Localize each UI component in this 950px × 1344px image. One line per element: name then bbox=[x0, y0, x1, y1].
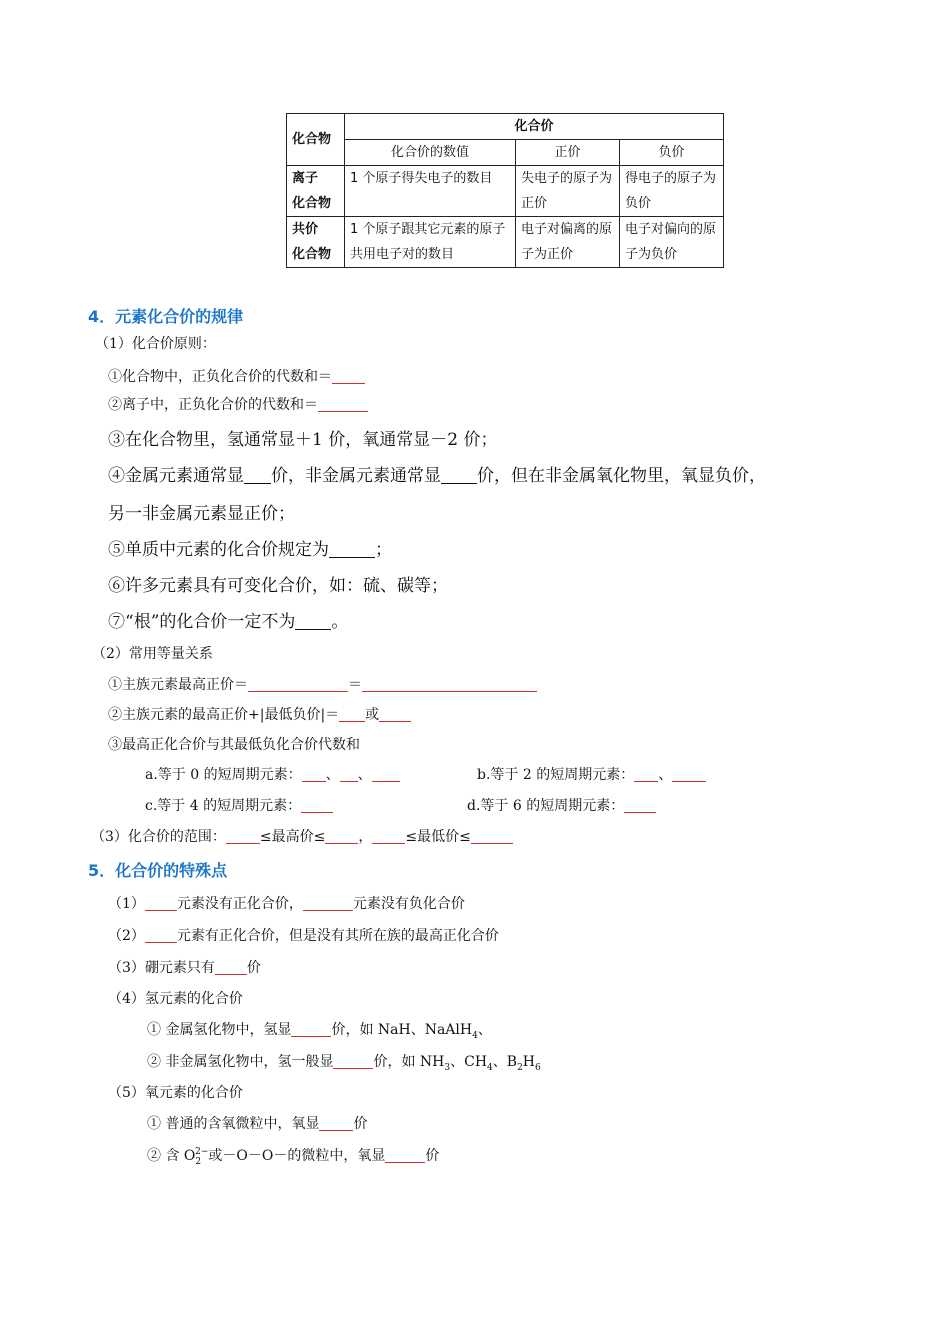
answer-blank[interactable] bbox=[318, 397, 368, 412]
answer-blank[interactable] bbox=[333, 1054, 373, 1069]
answer-blank[interactable] bbox=[325, 829, 358, 844]
answer-blank[interactable] bbox=[372, 767, 400, 782]
relation-3c: c.等于 4 的短周期元素： bbox=[145, 795, 333, 815]
answer-blank[interactable] bbox=[215, 960, 247, 975]
special-5: （5）氧元素的化合价 bbox=[108, 1085, 243, 1101]
table-cell: 电子对偏离的原子为正价 bbox=[516, 217, 620, 268]
table-col-header: 负价 bbox=[620, 140, 724, 166]
special-2: （2） 元素有正化合价，但是没有其所在族的最高正化合价 bbox=[108, 928, 499, 944]
table-cell: 得电子的原子为负价 bbox=[620, 166, 724, 217]
relations-heading: （2）常用等量关系 bbox=[92, 646, 213, 662]
answer-blank[interactable] bbox=[339, 707, 365, 722]
table-row bbox=[287, 166, 724, 217]
answer-blank[interactable] bbox=[301, 798, 333, 813]
relation-3b: b.等于 2 的短周期元素： 、 bbox=[477, 764, 706, 784]
answer-blank[interactable] bbox=[634, 767, 658, 782]
answer-blank[interactable] bbox=[302, 767, 326, 782]
relation-2: ②主族元素的最高正价+|最低负价|＝ 或 bbox=[108, 704, 411, 724]
answer-blank[interactable] bbox=[471, 829, 513, 844]
valence-table bbox=[286, 113, 724, 268]
answer-blank[interactable] bbox=[385, 1148, 425, 1163]
principle-heading: （1）化合价原则： bbox=[95, 336, 216, 352]
relation-3a: a.等于 0 的短周期元素： 、 、 bbox=[145, 764, 400, 784]
table-cell: 电子对偏向的原子为负价 bbox=[620, 217, 724, 268]
table-cell: 1 个原子得失电子的数目 bbox=[345, 166, 516, 217]
special-5-1: ① 普通的含氧微粒中，氧显 价 bbox=[147, 1116, 368, 1132]
answer-blank[interactable] bbox=[145, 896, 177, 911]
special-5-2: ② 含 $O_2^{2-}$或－O－O－的微粒中，氧显 价 bbox=[147, 1147, 440, 1167]
rule-1: ①化合物中，正负化合价的代数和＝ bbox=[108, 366, 365, 386]
answer-blank[interactable] bbox=[226, 829, 260, 844]
valence-range: （3）化合价的范围： ≤最高价≤ ， ≤最低价≤ bbox=[91, 826, 513, 846]
answer-blank[interactable] bbox=[295, 612, 331, 630]
rule-5: ⑤单质中元素的化合价规定为 ； bbox=[108, 540, 392, 560]
relation-3d: d.等于 6 的短周期元素： bbox=[467, 795, 656, 815]
table-corner: 化合物 bbox=[287, 114, 345, 166]
answer-blank[interactable] bbox=[379, 707, 411, 722]
special-4-1: ① 金属氢化物中，氢显 价，如 NaH、NaAlH$_4$、 bbox=[147, 1022, 492, 1041]
answer-blank[interactable] bbox=[248, 677, 348, 692]
rule-4-cont: 另一非金属元素显正价； bbox=[108, 504, 295, 524]
table-cell: 1 个原子跟其它元素的原子共用电子对的数目 bbox=[345, 217, 516, 268]
answer-blank[interactable] bbox=[624, 798, 656, 813]
answer-blank[interactable] bbox=[319, 1116, 353, 1131]
answer-blank[interactable] bbox=[362, 677, 537, 692]
special-4: （4）氢元素的化合价 bbox=[108, 991, 243, 1007]
table-cell: 失电子的原子为正价 bbox=[516, 166, 620, 217]
table-row-name: 离子 化合物 bbox=[287, 166, 345, 217]
answer-blank[interactable] bbox=[291, 1022, 331, 1037]
relation-3: ③最高正化合价与其最低负化合价代数和 bbox=[108, 737, 360, 753]
table-row-name: 共价 化合物 bbox=[287, 217, 345, 268]
relation-1: ①主族元素最高正价＝ ＝ bbox=[108, 674, 537, 694]
rule-3: ③在化合物里，氢通常显＋1 价，氧通常显－2 价； bbox=[108, 430, 498, 450]
special-4-2: ② 非金属氢化物中，氢一般显 价，如 $NH_3$、$CH_4$、$B_2H_6$ bbox=[147, 1054, 541, 1073]
answer-blank[interactable] bbox=[672, 767, 706, 782]
table-col-header: 化合价的数值 bbox=[345, 140, 516, 166]
answer-blank[interactable] bbox=[332, 369, 365, 384]
rule-7: ⑦“根”的化合价一定不为 。 bbox=[108, 612, 349, 632]
answer-blank[interactable] bbox=[340, 767, 358, 782]
answer-blank[interactable] bbox=[244, 466, 271, 484]
section-4-heading: 4．元素化合价的规律 bbox=[88, 307, 244, 326]
rule-2: ②离子中，正负化合价的代数和＝ bbox=[108, 394, 368, 414]
rule-4: ④金属元素通常显 价，非金属元素通常显 价，但在非金属氧化物里，氧显负价， bbox=[108, 466, 766, 486]
rule-6: ⑥许多元素具有可变化合价，如：硫、碳等； bbox=[108, 576, 448, 596]
special-3: （3）硼元素只有 价 bbox=[108, 960, 261, 976]
table-group-header: 化合价 bbox=[345, 114, 724, 140]
table-row bbox=[287, 217, 724, 268]
answer-blank[interactable] bbox=[372, 829, 405, 844]
special-1: （1） 元素没有正化合价， 元素没有负化合价 bbox=[108, 896, 465, 912]
section-5-heading: 5．化合价的特殊点 bbox=[88, 861, 228, 880]
answer-blank[interactable] bbox=[145, 928, 177, 943]
answer-blank[interactable] bbox=[303, 896, 353, 911]
answer-blank[interactable] bbox=[329, 540, 375, 558]
table-col-header: 正价 bbox=[516, 140, 620, 166]
answer-blank[interactable] bbox=[441, 466, 477, 484]
